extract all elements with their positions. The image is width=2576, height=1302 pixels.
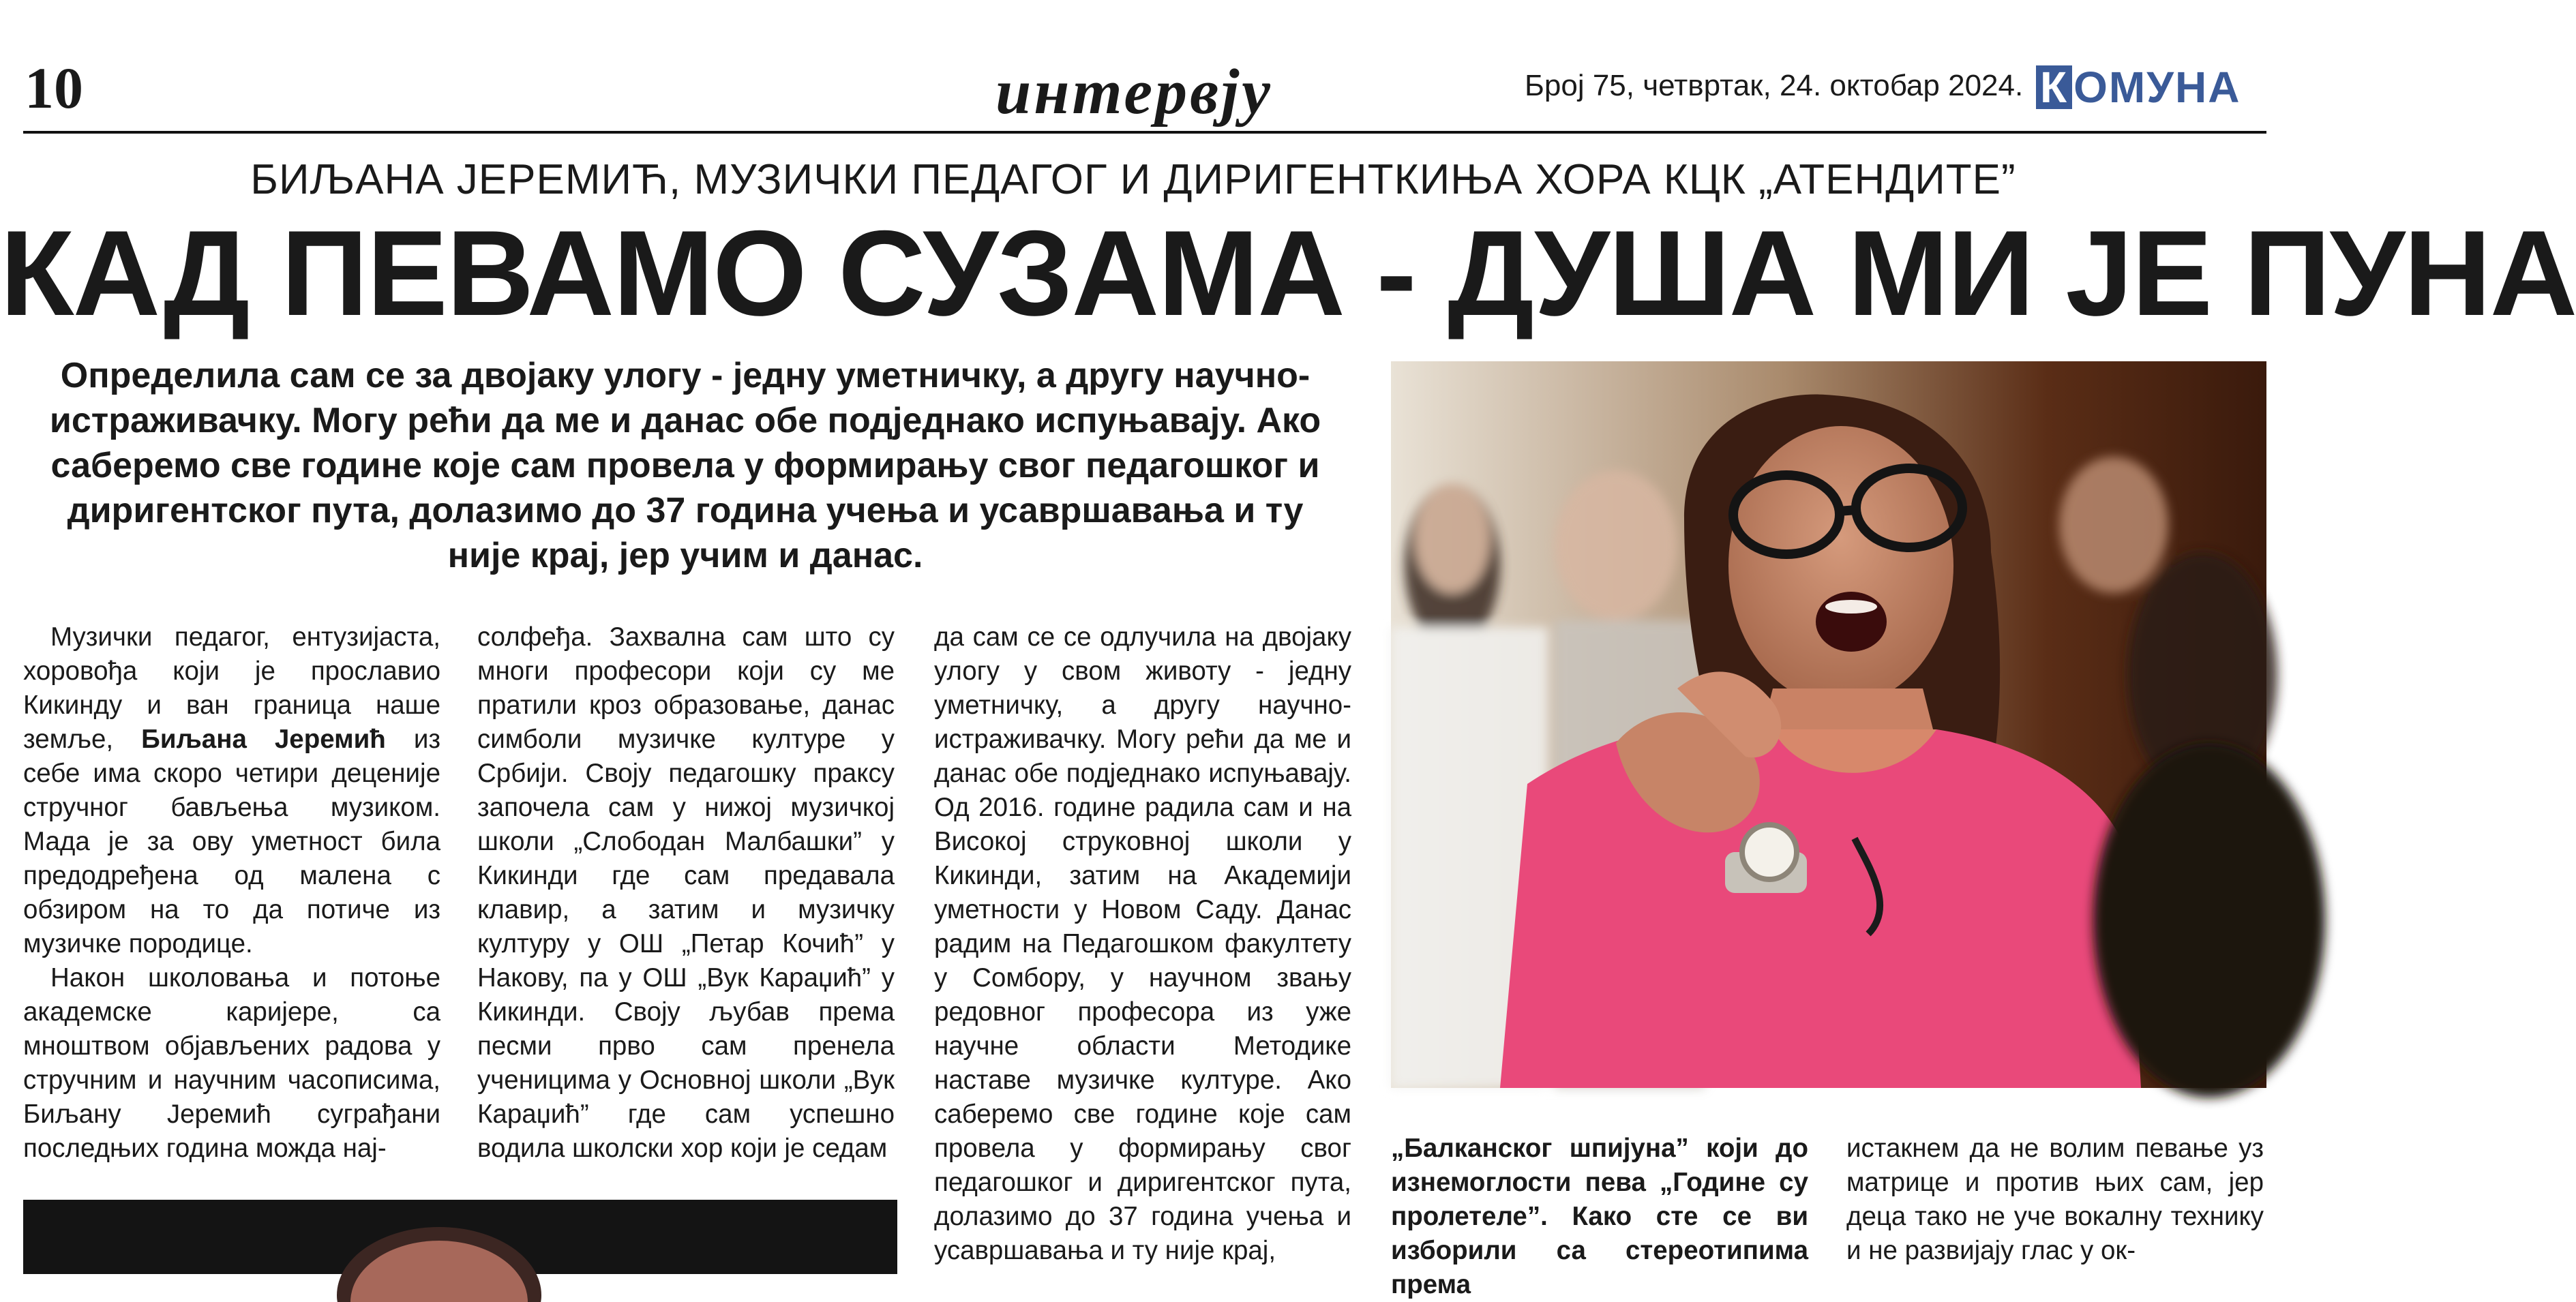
paragraph-text: из себе има скоро четири деценије стручног бављења музиком. Мада је за ову уметност била предодређена од малена с обзиром на то да потиче из музичке породице.	[23, 725, 441, 958]
section-title: интервју	[995, 57, 1273, 127]
article-column-3	[934, 620, 1351, 1268]
page-number: 10	[25, 55, 83, 121]
brand-logo-rest: ОМУНА	[2073, 63, 2241, 112]
header-rule	[23, 131, 2266, 134]
paragraph-text: Музички педагог, ентузијаста, хоровођа који је прославио Кикинду и ван граница наше земље,	[23, 622, 440, 754]
article-lead: Определила сам се за двојаку улогу - једну уметничку, а другу научно-истраживачку. Могу рећи да ме и данас обе подједнако испуњавају. Ако саберемо све године које сам провела у формирању свог педагошког и диригентског пута, долазимо до 37 година учења и усавршавања и ту није крај, јер учим и данас.	[49, 356, 1321, 575]
conductor-photo	[1391, 361, 2266, 1088]
paragraph	[23, 620, 440, 961]
conductor-photo-illustration	[1391, 361, 2266, 1088]
paragraph: „Балканског шпијуна” који до изнемоглости пева „Године су пролетеле”. Како сте се ви изборили са стереотипима према	[1391, 1134, 1808, 1299]
brand-logo-box: К	[2036, 65, 2072, 109]
person-name: Биљана Јеремић	[141, 725, 386, 754]
secondary-photo	[23, 1200, 897, 1274]
article-column-1	[23, 620, 440, 1166]
paragraph: Након школовања и потоње академске каријере, са мноштвом објављених радова у стручним и научним часописима, Биљану Јеремић суграђани последњих година можда нај-	[23, 963, 440, 1163]
paragraph: солфеђа. Захвална сам што су многи професори који су ме пратили кроз образовање, данас симболи музичке културе у Србији. Своју педагошку праксу започела сам у нижој музичкој школи „Слободан Малбашки” у Кикинди где сам предавала клавир, а затим и музичку културу у ОШ „Петар Кочић” у Накову, па у ОШ „Вук Караџић” у Кикинди. Своју љубав према песми прво сам пренела ученицима у Основној школи „Вук Караџић” где сам успешно водила школски хор који је седам	[477, 622, 895, 1163]
paragraph: да сам се се одлучила на двојаку улогу у свом животу - једну уметничку, а другу научно-истраживачку. Могу рећи да ме и данас обе подједнако испуњавају. Од 2016. године радила сам и на Високој струковној школи у Кикинди, затим на Академији уметности у Новом Саду. Данас радим на Педагошком факултету у Сомбору, у научном звању редовног професора из уже научне области Методике наставе музичке културе. Ако саберемо све године које сам провела у формирању свог педагошког и диригентског пута, долазимо до 37 година учења и усавршавања и ту није крај,	[934, 622, 1351, 1265]
secondary-photo-illustration	[23, 1200, 897, 1274]
article-column-2	[477, 620, 895, 1166]
article-column-5	[1846, 1132, 2264, 1268]
article-kicker: БИЉАНА ЈЕРЕМИЋ, МУЗИЧКИ ПЕДАГОГ И ДИРИГЕНТКИЊА ХОРА КЦК „АТЕНДИТЕ”	[250, 156, 2016, 203]
issue-line: Број 75, четвртак, 24. oктобар 2024.	[1525, 69, 2024, 102]
paragraph: истакнем да не волим певање уз матрице и против њих сам, јер деца тако не уче вокалну технику и не развијају глас у ок-	[1846, 1134, 2264, 1265]
brand-logo	[2036, 63, 2241, 112]
article-headline: КАД ПЕВАМО СУЗАМА - ДУША МИ ЈЕ ПУНА	[0, 205, 2576, 341]
article-column-4	[1391, 1132, 1808, 1302]
